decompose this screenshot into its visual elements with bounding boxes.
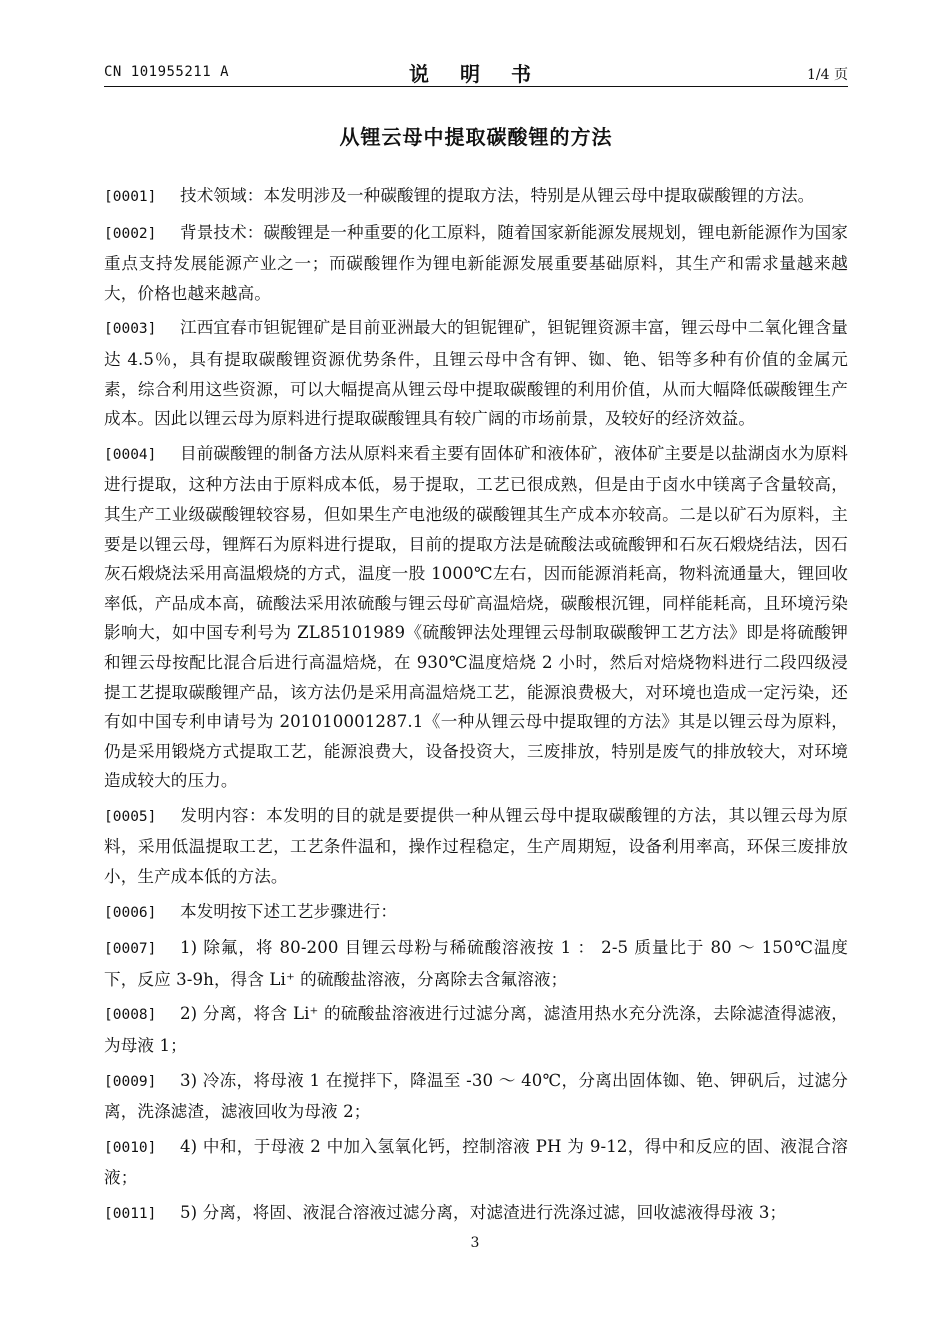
paragraph: [104, 897, 848, 929]
paragraph-text: 5) 分离，将固、液混合溶液过滤分离，对滤渣进行洗涤过滤，回收滤液得母液 3；: [180, 1203, 787, 1222]
paragraph-number: [0011]: [104, 1206, 157, 1222]
paragraph-number: [0009]: [104, 1073, 157, 1090]
page-indicator: 1/4 页: [807, 67, 848, 83]
paragraph-text: 2) 分离，将含 Li⁺ 的硫酸盐溶液进行过滤分离，滤渣用热水充分洗涤，去除滤渣得滤液，为母液 1；: [104, 1004, 848, 1056]
paragraph-number: [0003]: [104, 321, 157, 338]
paragraph: [104, 439, 848, 796]
paragraph-text: 目前碳酸锂的制备方法从原料来看主要有固体矿和液体矿，液体矿主要是以盐湖卤水为原料进行提取，这种方法由于原料成本低，易于提取，工艺已很成熟，但是由于卤水中镁离子含量较高，其生产工业级碳酸锂较容易，但如果生产电池级的碳酸锂其生产成本亦较高。二是以矿石为原料，主要是以锂云母，锂辉石为原料进行提取，目前的提取方法是硫酸法或硫酸钾和石灰石煅烧结法，因石灰石煅烧法采用高温煅烧的方式，温度一股 1000℃左右，因而能源消耗高，物料流通量大，锂回收率低，产品成本高，硫酸法采用浓硫酸与锂云母矿高温焙烧，碳酸根沉锂，同样能耗高，且环境污染影响大，如中国专利号为 ZL85101989《硫酸钾法处理锂云母制取碳酸钾工艺方法》即是将硫酸钾和锂云母按配比混合后进行高温焙烧，在 930℃温度焙烧 2 小时，然后对焙烧物料进行二段四级浸提工艺提取碳酸锂产品，该方法仍是采用高温焙烧工艺，能源浪费极大，对环境也造成一定污染，还有如中国专利申请号为 201010001287.1《一种从锂云母中提取锂的方法》其是以锂云母为原料，仍是采用锻烧方式提取工艺，能源浪费大，设备投资大，三废排放，特别是废气的排放较大，对环境造成较大的压力。: [104, 443, 848, 791]
paragraph: [104, 999, 848, 1060]
paragraph-number: [0008]: [104, 1007, 157, 1024]
paragraph-text: 背景技术：碳酸锂是一种重要的化工原料，随着国家新能源发展规划，锂电新能源作为国家重点支持发展能源产业之一；而碳酸锂作为锂电新能源发展重要基础原料，其生产和需求量越来越大，价格也越来越高。: [104, 222, 848, 303]
paragraph: [104, 181, 848, 213]
paragraph-text: 发明内容：本发明的目的就是要提供一种从锂云母中提取碳酸锂的方法，其以锂云母为原料，采用低温提取工艺，工艺条件温和，操作过程稳定，生产周期短，设备利用率高，环保三废排放小，生产成本低的方法。: [104, 805, 848, 887]
paragraph: [104, 933, 848, 994]
paragraph-number: [0006]: [104, 904, 157, 921]
document-body: [104, 181, 848, 1235]
paragraph: [104, 1132, 848, 1193]
paragraph-text: 技术领域：本发明涉及一种碳酸锂的提取方法，特别是从锂云母中提取碳酸锂的方法。: [180, 186, 815, 205]
paragraph-text: 1) 除氟，将 80-200 目锂云母粉与稀硫酸溶液按 1 ： 2-5 质量比于 80 ～ 150℃温度下，反应 3-9h，得含 Li⁺ 的硫酸盐溶液，分离除去含氟溶液；: [104, 938, 848, 989]
page-header: [104, 58, 848, 86]
document-title: 从锂云母中提取碳酸锂的方法: [339, 125, 613, 149]
paragraph-number: [0004]: [104, 446, 157, 463]
paragraph-text: 4) 中和，于母液 2 中加入氢氧化钙，控制溶液 PH 为 9-12，得中和反应的固、液混合溶液；: [104, 1136, 848, 1188]
paragraph-text: 3) 冷冻，将母液 1 在搅拌下，降温至 -30 ～ 40℃，分离出固体铷、铯、钾矾后，过滤分离，洗涤滤渣，滤液回收为母液 2；: [104, 1070, 848, 1122]
paragraph: [104, 313, 848, 433]
paragraph-number: [0007]: [104, 941, 157, 958]
header-rule: [104, 86, 848, 87]
paragraph: [104, 1066, 848, 1127]
document-type: 说 明 书: [409, 62, 543, 86]
paragraph-number: [0002]: [104, 225, 157, 242]
paragraph-number: [0005]: [104, 808, 157, 825]
paragraph-number: [0010]: [104, 1139, 157, 1156]
paragraph-number: [0001]: [104, 189, 157, 205]
patent-number: CN 101955211 A: [104, 64, 230, 80]
paragraph: [104, 801, 848, 892]
paragraph: [104, 1198, 848, 1230]
paragraph: [104, 218, 848, 309]
paragraph-text: 江西宜春市钽铌锂矿是目前亚洲最大的钽铌锂矿，钽铌锂资源丰富，锂云母中二氧化锂含量达 4.5％，具有提取碳酸锂资源优势条件，且锂云母中含有钾、铷、铯、铝等多种有价值的金属元素，综合利用这些资源，可以大幅提高从锂云母中提取碳酸锂的利用价值，从而大幅降低碳酸锂生产成本。因此以锂云母为原料进行提取碳酸锂具有较广阔的市场前景，及较好的经济效益。: [104, 318, 848, 429]
page-number: 3: [470, 1235, 480, 1251]
paragraph-text: 本发明按下述工艺步骤进行：: [180, 901, 398, 921]
